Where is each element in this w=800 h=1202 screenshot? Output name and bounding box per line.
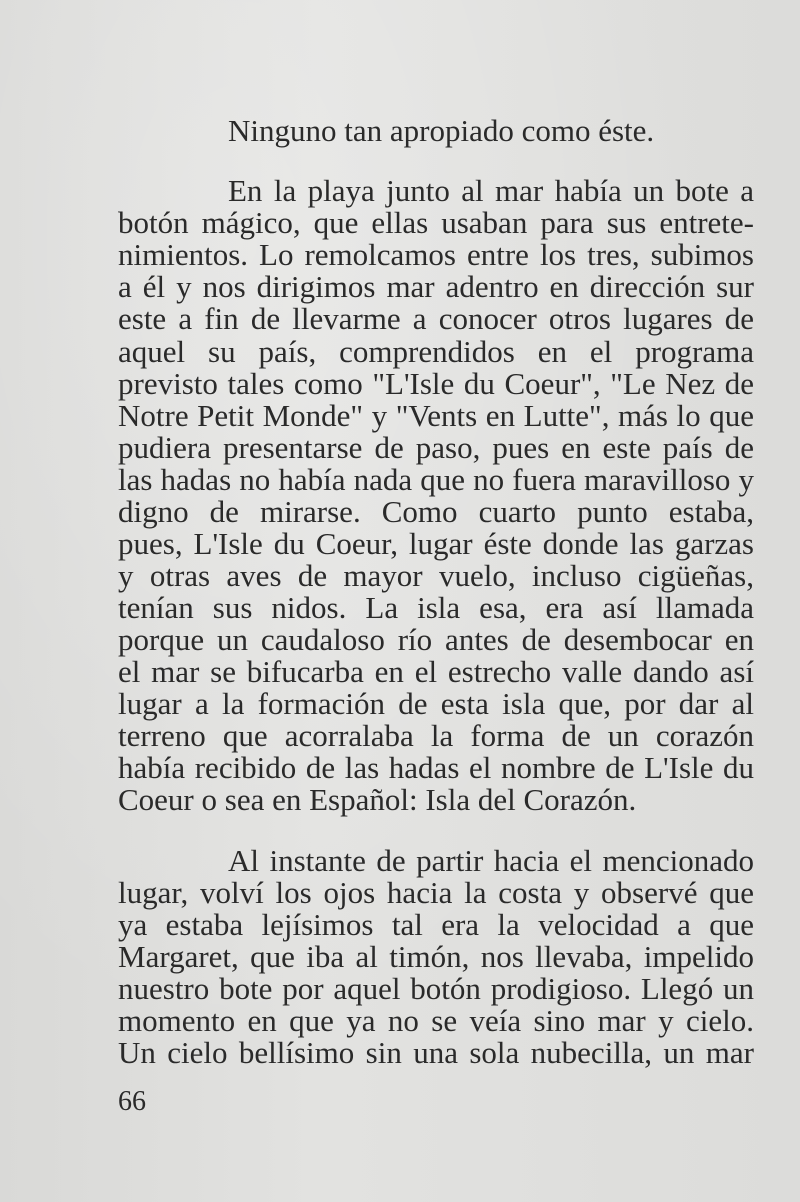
text-line: Notre Petit Monde" y "Vents en Lutte", más lo que bbox=[118, 398, 754, 433]
text-line: este a fin de llevarme a conocer otros lugares de bbox=[118, 301, 754, 336]
text-line: En la playa junto al mar había un bote a bbox=[228, 173, 754, 208]
text-line: lugar, volví los ojos hacia la costa y observé que bbox=[118, 875, 754, 910]
text-line: las hadas no había nada que no fuera maravilloso y bbox=[118, 462, 754, 497]
text-line: pudiera presentarse de paso, pues en este país de bbox=[118, 430, 754, 465]
text-line: el mar se bifucarba en el estrecho valle dando así bbox=[118, 654, 754, 689]
text-line: botón mágico, que ellas usaban para sus entrete- bbox=[118, 205, 754, 240]
text-line: lugar a la formación de esta isla que, por dar al bbox=[118, 686, 754, 721]
text-line: había recibido de las hadas el nombre de L'Isle du bbox=[118, 750, 754, 785]
text-line: previsto tales como "L'Isle du Coeur", "Le Nez de bbox=[118, 366, 754, 401]
text-line: ya estaba lejísimos tal era la velocidad a que bbox=[118, 907, 754, 942]
text-line: Un cielo bellísimo sin una sola nubecilla, un mar bbox=[118, 1035, 754, 1070]
text-line: Al instante de partir hacia el mencionado bbox=[228, 843, 754, 878]
text-line: tenían sus nidos. La isla esa, era así llamada bbox=[118, 590, 754, 625]
page-number: 66 bbox=[118, 1086, 146, 1117]
text-line: terreno que acorralaba la forma de un corazón bbox=[118, 718, 754, 753]
text-line: aquel su país, comprendidos en el programa bbox=[118, 334, 754, 369]
text-line: digno de mirarse. Como cuarto punto estaba, bbox=[118, 494, 754, 529]
text-line: Margaret, que iba al timón, nos llevaba, impelido bbox=[118, 939, 754, 974]
text-line: nuestro bote por aquel botón prodigioso. Llegó un bbox=[118, 971, 754, 1006]
text-line: a él y nos dirigimos mar adentro en dirección sur bbox=[118, 269, 754, 304]
text-line: momento en que ya no se veía sino mar y cielo. bbox=[118, 1003, 754, 1038]
text-line: Ninguno tan apropiado como éste. bbox=[228, 113, 655, 148]
text-line: Coeur o sea en Español: Isla del Corazón. bbox=[118, 782, 637, 817]
text-line: pues, L'Isle du Coeur, lugar éste donde las garzas bbox=[118, 526, 754, 561]
text-line: nimientos. Lo remolcamos entre los tres, subimos bbox=[118, 237, 754, 272]
text-line: porque un caudaloso río antes de desembocar en bbox=[118, 622, 754, 657]
text-line: y otras aves de mayor vuelo, incluso cigüeñas, bbox=[118, 558, 754, 593]
